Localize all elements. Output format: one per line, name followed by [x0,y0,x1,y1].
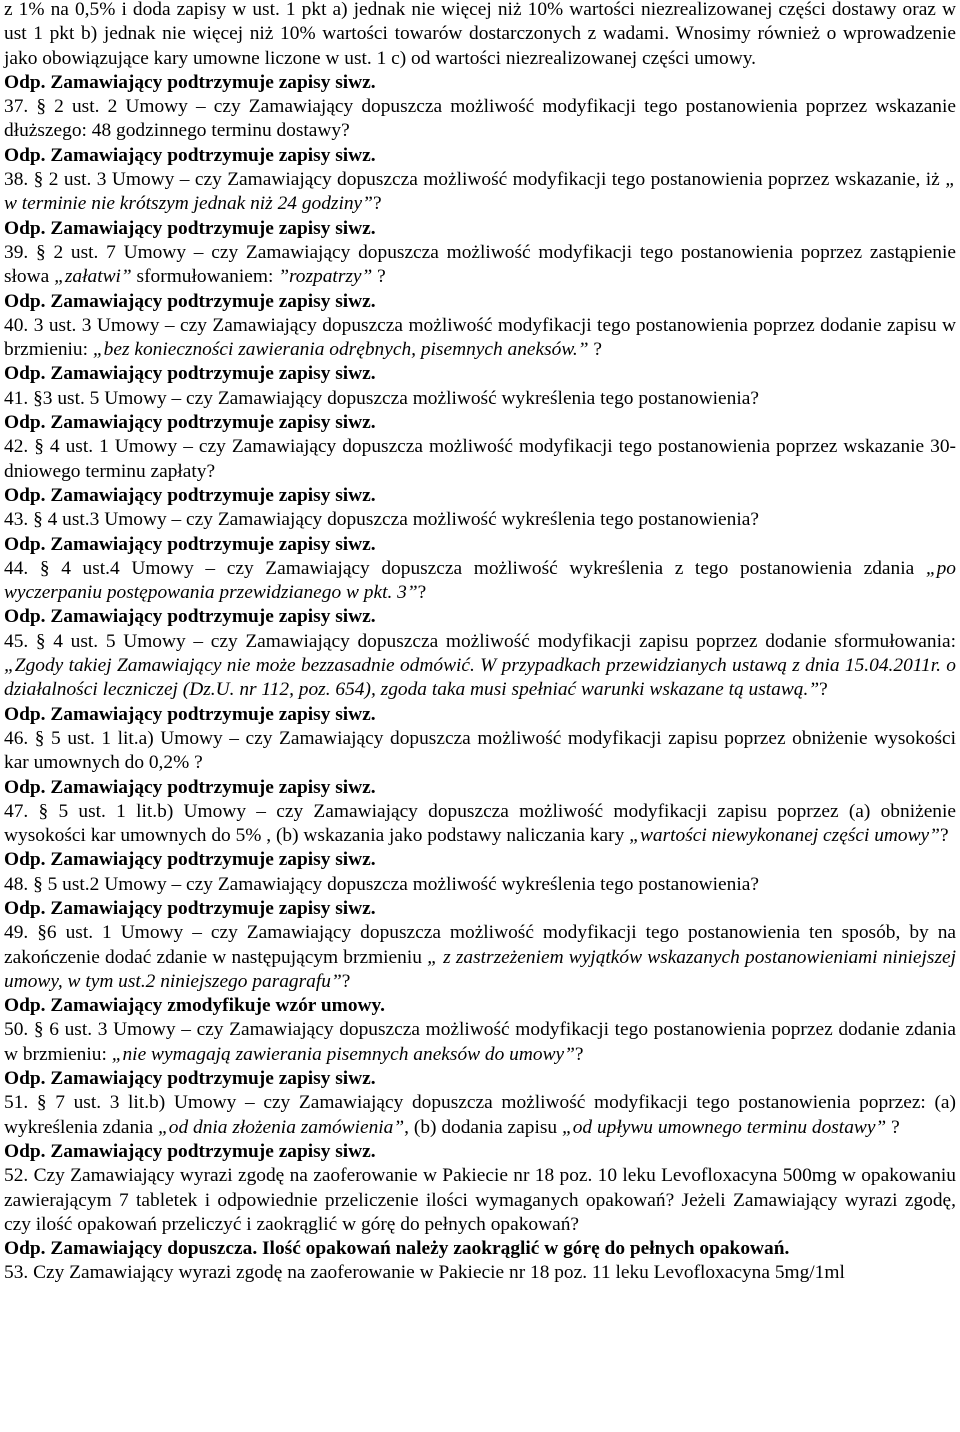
answer-line: Odp. Zamawiający podtrzymuje zapisy siwz. [4,897,376,919]
quoted-text: „ z zastrzeżeniem wyjątków wskazanych postanowieniami niniejszej umowy, w tym ust.2 niniejszego paragrafu” [4,946,956,992]
quoted-text: „po wyczerpaniu postępowania przewidzianego w pkt. 3” [4,557,956,604]
quoted-text: „od dnia złożenia zamówienia” [157,1116,405,1138]
answer-line: Odp. Zamawiający zmodyfikuje wzór umowy. [4,995,385,1017]
question-text: 45. § 4 ust. 5 Umowy – czy Zamawiający dopuszcza możliwość modyfikacji zapisu poprzez dodanie sformułowania: [4,630,956,652]
answer-line: Odp. Zamawiający podtrzymuje zapisy siwz. [4,412,376,434]
question-text: 47. § 5 ust. 1 lit.b) Umowy – czy Zamawiający dopuszcza możliwość modyfikacji zapisu poprzez (a) obniżenie wysokości kar umownych do 5% , (b) wskazania jako podstawy naliczania kary [4,800,956,847]
answer-line: Odp. Zamawiający podtrzymuje zapisy siwz. [4,484,376,506]
answer-line: Odp. Zamawiający podtrzymuje zapisy siwz. [4,606,376,628]
question-paragraph [4,168,956,217]
answer-line: Odp. Zamawiający podtrzymuje zapisy siwz. [4,849,376,871]
question-paragraph [4,241,956,290]
quoted-text: ”rozpatrzy” [278,266,373,288]
question-text: 53. Czy Zamawiający wyrazi zgodę na zaoferowanie w Pakiecie nr 18 poz. 11 leku Levofloxacyna 5mg/1ml [4,1262,845,1284]
question-text: ? [574,1043,584,1065]
answer-line: Odp. Zamawiający podtrzymuje zapisy siwz. [4,1140,376,1162]
question-paragraph [4,630,956,703]
question-text: 42. § 4 ust. 1 Umowy – czy Zamawiający dopuszcza możliwość modyfikacji tego postanowienia poprzez wskazanie 30-dniowego terminu zapłaty? [4,436,956,482]
quoted-text: „ w terminie nie krótszym jednak niż 24 godziny” [4,169,956,215]
question-paragraph [4,508,956,532]
question-text: ? [819,679,828,701]
answer-line: Odp. Zamawiający podtrzymuje zapisy siwz. [4,776,376,798]
answer-line: Odp. Zamawiający podtrzymuje zapisy siwz. [4,217,376,239]
question-paragraph [4,387,956,411]
question-paragraph [4,727,956,776]
question-text: ? [417,582,427,604]
question-text: 44. § 4 ust.4 Umowy – czy Zamawiający dopuszcza możliwość wykreślenia z tego postanowienia zdania [4,557,926,579]
question-text: ? [588,339,602,361]
quoted-text: „nie wymagają zawierania pisemnych aneksów do umowy” [111,1043,575,1065]
question-paragraph [4,1261,956,1285]
question-text: 51. § 7 ust. 3 lit.b) Umowy – czy Zamawiający dopuszcza możliwość modyfikacji tego postanowienia poprzez: (a) wykreślenia zdania [4,1092,956,1138]
answer-line: Odp. Zamawiający podtrzymuje zapisy siwz. [4,533,376,555]
question-text: sformułowaniem: [131,266,279,288]
quoted-text: „wartości niewykonanej części umowy” [629,825,940,847]
question-text: ? [886,1116,900,1138]
document-page [4,0,956,1286]
question-text: ? [939,825,949,847]
quoted-text: „Zgody takiej Zamawiający nie może bezzasadnie odmówić. W przypadkach przewidzianych ustawą z dnia 15.04.2011r. o działalności leczniczej (Dz.U. nr 112, poz. 654), zgoda taka musi spełniać warunki wskazane tą ustawą.” [4,655,956,701]
question-text: ? [372,266,386,288]
question-text: z 1% na 0,5% i doda zapisy w ust. 1 pkt a) jednak nie więcej niż 10% wartości niezrealizowanej części dostawy oraz w ust 1 pkt b) jednak nie więcej niż 10% wartości towarów dostarczonych z wadami. Wnosimy również o wprowadzenie jako obowiązujące kary umowne liczone w ust. 1 c) od wartości niezrealizowanej części umowy. [4,0,956,69]
answer-line: Odp. Zamawiający podtrzymuje zapisy siwz. [4,1068,376,1090]
question-text: 39. § 2 ust. 7 Umowy – czy Zamawiający dopuszcza możliwość modyfikacji tego postanowienia poprzez zastąpienie słowa [4,241,956,288]
question-text: 48. § 5 ust.2 Umowy – czy Zamawiający dopuszcza możliwość wykreślenia tego postanowienia? [4,873,759,895]
question-text: 43. § 4 ust.3 Umowy – czy Zamawiający dopuszcza możliwość wykreślenia tego postanowienia? [4,509,759,531]
question-paragraph [4,0,956,71]
question-text: 49. §6 ust. 1 Umowy – czy Zamawiający dopuszcza możliwość modyfikacji tego postanowienia ten sposób, by na zakończenie dodać zdanie w następującym brzmieniu [4,922,956,968]
quoted-text: „bez konieczności zawierania odrębnych, pisemnych aneksów.” [92,339,589,361]
question-paragraph [4,435,956,484]
question-text: 38. § 2 ust. 3 Umowy – czy Zamawiający dopuszcza możliwość modyfikacji tego postanowienia poprzez wskazanie, iż [4,169,946,191]
question-text: 41. §3 ust. 5 Umowy – czy Zamawiający dopuszcza możliwość wykreślenia tego postanowienia? [4,387,759,409]
question-paragraph [4,873,956,897]
question-paragraph [4,95,956,144]
answer-line: Odp. Zamawiający podtrzymuje zapisy siwz. [4,703,376,725]
question-paragraph [4,557,956,606]
answer-line: Odp. Zamawiający podtrzymuje zapisy siwz. [4,144,376,166]
quoted-text: „załatwi” [54,266,132,288]
question-text: 37. § 2 ust. 2 Umowy – czy Zamawiający dopuszcza możliwość modyfikacji tego postanowienia poprzez wskazanie dłuższego: 48 godzinnego terminu dostawy? [4,96,956,142]
question-text: 40. 3 ust. 3 Umowy – czy Zamawiający dopuszcza możliwość modyfikacji tego postanowienia poprzez dodanie zapisu w brzmieniu: [4,314,956,361]
question-paragraph [4,1018,956,1067]
answer-line: Odp. Zamawiający dopuszcza. Ilość opakowań należy zaokrąglić w górę do pełnych opakowań. [4,1238,790,1260]
question-paragraph [4,1091,956,1140]
question-text: , (b) dodania zapisu [404,1116,562,1138]
answer-line: Odp. Zamawiający podtrzymuje zapisy siwz. [4,363,376,385]
answer-line: Odp. Zamawiający podtrzymuje zapisy siwz. [4,290,376,312]
question-text: 46. § 5 ust. 1 lit.a) Umowy – czy Zamawiający dopuszcza możliwość modyfikacji zapisu poprzez obniżenie wysokości kar umownych do 0,2% ? [4,727,956,774]
question-text: ? [372,193,382,215]
answer-line: Odp. Zamawiający podtrzymuje zapisy siwz. [4,71,376,93]
question-paragraph [4,921,956,994]
quoted-text: „od upływu umownego terminu dostawy” [561,1116,887,1138]
question-paragraph [4,800,956,849]
question-paragraph [4,314,956,363]
question-paragraph [4,1164,956,1237]
question-text: 52. Czy Zamawiający wyrazi zgodę na zaoferowanie w Pakiecie nr 18 poz. 10 leku Levofloxacyna 500mg w opakowaniu zawierającym 7 tabletek i odpowiednie przeliczenie ilości wymaganych opakowań? Jeżeli Zamawiający wyrazi zgodę, czy ilość opakowań przeliczyć i zaokrąglić w górę do pełnych opakowań? [4,1165,956,1235]
question-text: 50. § 6 ust. 3 Umowy – czy Zamawiający dopuszcza możliwość modyfikacji tego postanowienia poprzez dodanie zdania w brzmieniu: [4,1019,956,1065]
question-text: ? [341,970,351,992]
